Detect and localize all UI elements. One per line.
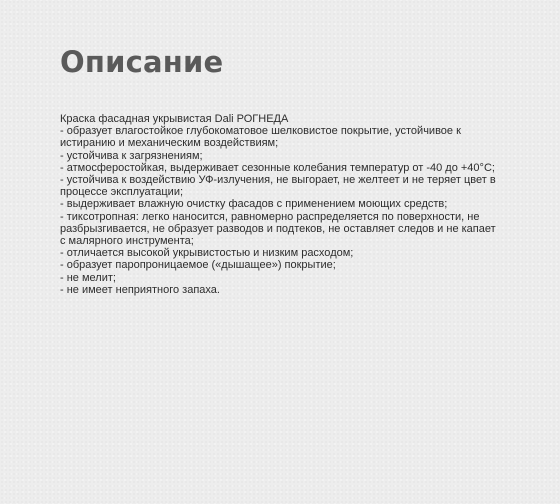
description-line: - устойчива к воздействию УФ-излучения, не выгорает, не желтеет и не теряет цвет в [60,174,496,187]
description-line: разбрызгивается, не образует разводов и подтеков, не оставляет следов и не капает [60,222,496,235]
description-line: - образует паропроницаемое («дышащее») покрытие; [60,259,336,272]
description-line: - образует влагостойкое глубокоматовое шелковистое покрытие, устойчивое к [60,125,461,138]
description-line: - устойчива к загрязнениям; [60,149,203,162]
description-line: - выдерживает влажную очистку фасадов с применением моющих средств; [60,198,448,211]
description-line: - не имеет неприятного запаха. [60,283,220,296]
description-line: Краска фасадная укрывистая Dali РОГНЕДА [60,113,289,125]
description-line: - тиксотропная: легко наносится, равномерно распределяется по поверхности, не [60,210,480,223]
description-line: - отличается высокой укрывистостью и низким расходом; [60,247,354,260]
description-line: - не мелит; [60,271,116,284]
description-line: процессе эксплуатации; [60,186,184,199]
description-line: - атмосферостойкая, выдерживает сезонные колебания температур от -40 до +40°С; [60,161,495,174]
description-line: истиранию и механическим воздействиям; [60,137,279,150]
description-line: с малярного инструмента; [60,235,194,248]
description-text [60,113,525,296]
page-title: Описание [60,45,224,79]
